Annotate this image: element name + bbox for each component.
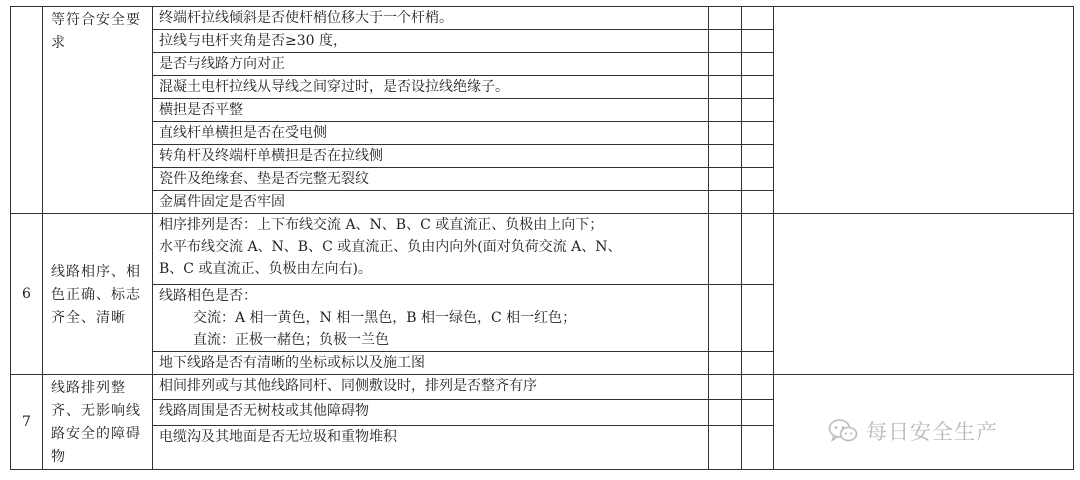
check-box — [709, 400, 742, 425]
check-box — [742, 7, 774, 30]
check-box — [709, 352, 742, 375]
check-box — [709, 191, 742, 214]
item-number: 6 — [11, 214, 43, 375]
check-item-line: 水平布线交流 A、N、B、C 或直流正、负由内向外(面对负荷交流 A、N、 — [159, 239, 622, 255]
item-number: 7 — [11, 375, 43, 470]
check-box — [709, 7, 742, 30]
check-box — [742, 375, 774, 400]
check-box — [742, 214, 774, 285]
check-box — [709, 285, 742, 352]
check-item-line: 线路相色是否： — [159, 288, 257, 304]
check-box — [742, 53, 774, 76]
watermark — [828, 416, 998, 446]
check-item — [153, 285, 709, 352]
check-item: 转角杆及终端杆单横担是否在拉线侧 — [153, 145, 709, 168]
check-box — [742, 122, 774, 145]
check-item: 瓷件及绝缘套、垫是否完整无裂纹 — [153, 168, 709, 191]
check-item: 地下线路是否有清晰的坐标或标以及施工图 — [153, 352, 709, 375]
check-item: 混凝土电杆拉线从导线之间穿过时，是否设拉线绝缘子。 — [153, 76, 709, 99]
check-box — [709, 168, 742, 191]
check-box — [742, 425, 774, 469]
check-box — [709, 122, 742, 145]
wechat-icon — [828, 418, 858, 444]
table-row — [11, 375, 1074, 400]
check-item: 电缆沟及其地面是否无垃圾和重物堆积 — [153, 425, 709, 469]
watermark-text: 每日安全生产 — [866, 420, 998, 444]
check-box — [709, 214, 742, 285]
check-box — [709, 99, 742, 122]
category-cell: 线路相序、相色正确、标志齐全、清晰 — [43, 214, 153, 375]
check-box — [742, 168, 774, 191]
check-box — [709, 425, 742, 469]
check-box — [709, 30, 742, 53]
check-box — [742, 400, 774, 425]
check-box — [742, 191, 774, 214]
category-cell: 线路排列整齐、无影响线路安全的障碍物 — [43, 375, 153, 470]
remarks-cell — [774, 7, 1074, 214]
check-item: 横担是否平整 — [153, 99, 709, 122]
check-item: 相间排列或与其他线路同杆、同侧敷设时，排列是否整齐有序 — [153, 375, 709, 400]
check-box — [709, 76, 742, 99]
check-box — [709, 53, 742, 76]
check-box — [742, 99, 774, 122]
check-box — [742, 30, 774, 53]
check-box — [742, 352, 774, 375]
category-cell: 等符合安全要求 — [43, 7, 153, 214]
check-item: 直线杆单横担是否在受电侧 — [153, 122, 709, 145]
inspection-table — [10, 6, 1074, 470]
check-box — [742, 76, 774, 99]
check-item: 是否与线路方向对正 — [153, 53, 709, 76]
check-box — [742, 145, 774, 168]
check-item: 线路周围是否无树枝或其他障碍物 — [153, 400, 709, 425]
remarks-cell — [774, 214, 1074, 375]
check-item-line: 直流：正极一赭色；负极一兰色 — [193, 332, 389, 348]
check-item: 金属件固定是否牢固 — [153, 191, 709, 214]
check-item: 拉线与电杆夹角是否≥30 度， — [153, 30, 709, 53]
check-box — [709, 145, 742, 168]
item-number — [11, 7, 43, 214]
check-item-line: 交流：A 相一黄色，N 相一黑色，B 相一绿色，C 相一红色； — [193, 310, 577, 326]
check-item-line: B、C 或直流正、负极由左向右)。 — [159, 261, 372, 277]
check-box — [709, 375, 742, 400]
check-box — [742, 285, 774, 352]
check-item — [153, 214, 709, 285]
check-item: 终端杆拉线倾斜是否使杆梢位移大于一个杆梢。 — [153, 7, 709, 30]
check-item-line: 相序排列是否：上下布线交流 A、N、B、C 或直流正、负极由上向下； — [159, 217, 604, 233]
table-row — [11, 214, 1074, 285]
table-row — [11, 7, 1074, 30]
